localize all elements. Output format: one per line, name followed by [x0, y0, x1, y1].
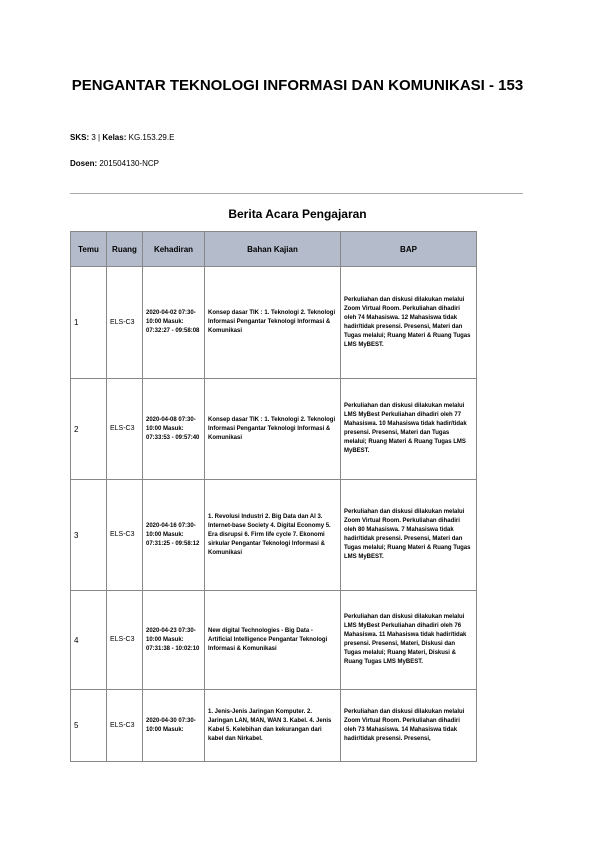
- cell-ruang: ELS-C3: [107, 690, 143, 762]
- cell-bahan-kajian: Konsep dasar TIK : 1. Teknologi 2. Teknologi Informasi Pengantar Teknologi Informasi & Komunikasi: [205, 267, 341, 379]
- header-ruang: Ruang: [107, 232, 143, 267]
- cell-kehadiran: 2020-04-08 07:30-10:00 Masuk: 07:33:53 - 09:57:40: [143, 379, 205, 480]
- cell-bap: Perkuliahan dan diskusi dilakukan melalui Zoom Virtual Room. Perkuliahan dihadiri oleh 73 Mahasiswa. 14 Mahasiswa tidak hadir/tidak presensi. Presensi,: [341, 690, 477, 762]
- header-kehadiran: Kehadiran: [143, 232, 205, 267]
- table-row: [71, 267, 477, 379]
- cell-kehadiran: 2020-04-16 07:30-10:00 Masuk: 07:31:25 - 09:58:12: [143, 480, 205, 591]
- cell-temu: 4: [71, 591, 107, 690]
- table-row: [71, 690, 477, 762]
- cell-bahan-kajian: 1. Jenis-Jenis Jaringan Komputer. 2. Jaringan LAN, MAN, WAN 3. Kabel. 4. Jenis Kabel 5. Kelebihan dan kekurangan dari kabel dan Nirkabel.: [205, 690, 341, 762]
- cell-temu: 5: [71, 690, 107, 762]
- lecturer-info: [70, 159, 159, 168]
- cell-kehadiran: 2020-04-02 07:30-10:00 Masuk: 07:32:27 - 09:58:08: [143, 267, 205, 379]
- cell-temu: 1: [71, 267, 107, 379]
- cell-temu: 3: [71, 480, 107, 591]
- divider: [70, 193, 523, 194]
- table-row: [71, 379, 477, 480]
- cell-ruang: ELS-C3: [107, 591, 143, 690]
- sks-value: 3: [91, 133, 96, 142]
- cell-ruang: ELS-C3: [107, 267, 143, 379]
- kelas-label: Kelas:: [102, 133, 127, 142]
- cell-kehadiran: 2020-04-30 07:30-10:00 Masuk:: [143, 690, 205, 762]
- cell-ruang: ELS-C3: [107, 480, 143, 591]
- separator: |: [98, 133, 101, 142]
- table-header-row: [71, 232, 477, 267]
- header-bahan-kajian: Bahan Kajian: [205, 232, 341, 267]
- course-info: [70, 133, 174, 142]
- course-title: PENGANTAR TEKNOLOGI INFORMASI DAN KOMUNIKASI - 153: [71, 77, 524, 94]
- kelas-value: KG.153.29.E: [128, 133, 175, 142]
- cell-bap: Perkuliahan dan diskusi dilakukan melalui Zoom Virtual Room. Perkuliahan dihadiri oleh 74 Mahasiswa. 12 Mahasiswa tidak hadir/tidak presensi. Presensi, Materi dan Tugas melalui; Ruang Materi & Ruang Tugas LMS MyBEST.: [341, 267, 477, 379]
- cell-temu: 2: [71, 379, 107, 480]
- cell-bahan-kajian: 1. Revolusi Industri 2. Big Data dan AI 3. Internet-base Society 4. Digital Economy 5. Era disrupsi 6. Firm life cycle 7. Ekonomi sirkular Pengantar Teknologi Informasi & Komunikasi: [205, 480, 341, 591]
- table-row: [71, 591, 477, 690]
- dosen-value: 201504130-NCP: [99, 159, 159, 168]
- section-title: Berita Acara Pengajaran: [228, 207, 367, 221]
- cell-kehadiran: 2020-04-23 07:30-10:00 Masuk: 07:31:38 - 10:02:10: [143, 591, 205, 690]
- bap-table: [70, 231, 477, 762]
- header-bap: BAP: [341, 232, 477, 267]
- cell-bahan-kajian: Konsep dasar TIK : 1. Teknologi 2. Teknologi Informasi Pengantar Teknologi Informasi & Komunikasi: [205, 379, 341, 480]
- sks-label: SKS:: [70, 133, 90, 142]
- dosen-label: Dosen:: [70, 159, 98, 168]
- cell-bap: Perkuliahan dan diskusi dilakukan melalui LMS MyBest Perkuliahan dihadiri oleh 77 Mahasiswa. 10 Mahasiswa tidak hadir/tidak presensi. Presensi, Materi dan Tugas melalui; Ruang Materi & Ruang Tugas LMS MyBEST.: [341, 379, 477, 480]
- cell-ruang: ELS-C3: [107, 379, 143, 480]
- cell-bap: Perkuliahan dan diskusi dilakukan melalui Zoom Virtual Room. Perkuliahan dihadiri oleh 80 Mahasiswa. 7 Mahasiswa tidak hadir/tidak presensi. Presensi, Materi dan Tugas melalui; Ruang Materi & Ruang Tugas LMS MyBEST.: [341, 480, 477, 591]
- cell-bahan-kajian: New digital Technologies - Big Data - Artificial Intelligence Pengantar Teknologi Informasi & Komunikasi: [205, 591, 341, 690]
- cell-bap: Perkuliahan dan diskusi dilakukan melalui LMS MyBest Perkuliahan dihadiri oleh 76 Mahasiswa. 11 Mahasiswa tidak hadir/tidak presensi. Presensi, Materi, Diskusi dan Tugas melalui; Ruang Materi, Diskusi & Ruang Tugas LMS MyBEST.: [341, 591, 477, 690]
- header-temu: Temu: [71, 232, 107, 267]
- table-row: [71, 480, 477, 591]
